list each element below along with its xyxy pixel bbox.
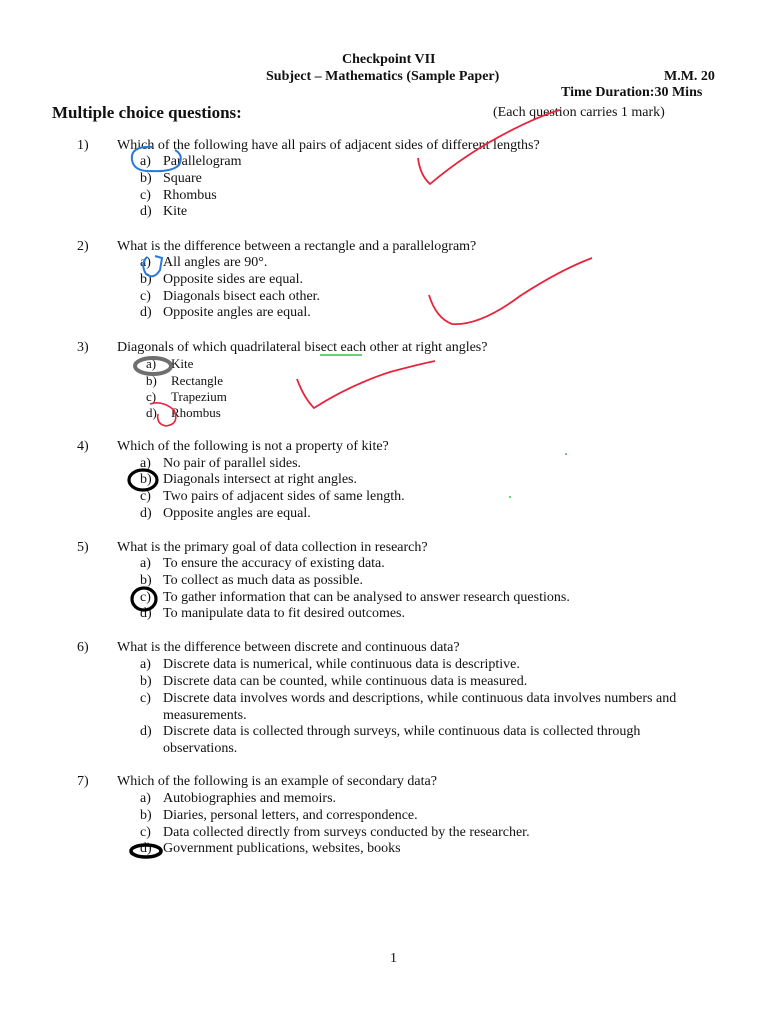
question-text: Which of the following is an example of secondary data?: [117, 774, 437, 789]
question-text: What is the difference between discrete and continuous data?: [117, 640, 460, 655]
option: [140, 606, 405, 622]
question-number: 7): [77, 774, 89, 789]
option-text: Opposite angles are equal.: [163, 506, 311, 521]
option: [140, 489, 405, 505]
option-text: Autobiographies and memoirs.: [163, 791, 337, 806]
option-letter: a): [140, 556, 151, 571]
page-number: 1: [390, 951, 397, 966]
option-text: Diaries, personal letters, and correspondence.: [163, 808, 418, 823]
option-text: To gather information that can be analysed to answer research questions.: [163, 590, 570, 605]
question-number: 3): [77, 340, 89, 355]
option: [146, 373, 223, 389]
option-text: Diagonals bisect each other.: [163, 289, 321, 304]
question-text: Diagonals of which quadrilateral bisect each other at right angles?: [117, 340, 488, 355]
option-text: Square: [163, 171, 202, 186]
time-duration: Time Duration:30 Mins: [561, 85, 703, 100]
option-letter: a): [140, 154, 151, 169]
option-text: Government publications, websites, books: [163, 841, 401, 856]
option-letter: b): [140, 472, 152, 487]
option-letter: d): [140, 606, 152, 621]
option: [140, 825, 530, 841]
paper-subject: Subject – Mathematics (Sample Paper): [266, 69, 500, 84]
option: [140, 724, 685, 757]
option-letter: c): [140, 289, 151, 304]
option-text: Opposite sides are equal.: [163, 272, 303, 287]
question-text: What is the primary goal of data collection in research?: [117, 540, 428, 555]
option-letter: c): [140, 691, 151, 706]
green-dot-mark: [565, 453, 567, 455]
option-letter: a): [140, 456, 151, 471]
option-letter: d): [140, 506, 152, 521]
paper-title: Checkpoint VII: [342, 52, 436, 67]
question-number: 4): [77, 439, 89, 454]
green-dot-mark: [509, 496, 511, 498]
option-text: To ensure the accuracy of existing data.: [163, 556, 385, 571]
option: [146, 389, 227, 405]
option: [140, 506, 311, 522]
option: [140, 657, 520, 673]
question-number: 1): [77, 138, 89, 153]
option-text: Data collected directly from surveys conducted by the researcher.: [163, 825, 530, 840]
option-text: Diagonals intersect at right angles.: [163, 472, 357, 487]
option-letter: b): [140, 171, 152, 186]
option-text: Discrete data involves words and descriptions, while continuous data involves numbers and measurements.: [163, 691, 677, 723]
option-letter: d): [140, 305, 152, 320]
option: [140, 255, 267, 271]
option: [140, 691, 680, 724]
option-text: Parallelogram: [163, 154, 242, 169]
option-text: All angles are 90°.: [163, 255, 268, 270]
question-number: 2): [77, 239, 89, 254]
option-text: Opposite angles are equal.: [163, 305, 311, 320]
option-letter: b): [140, 573, 152, 588]
option: [140, 305, 311, 321]
option: [140, 674, 527, 690]
section-title: Multiple choice questions:: [52, 103, 242, 122]
red-tick-mark: [429, 258, 592, 324]
option: [140, 556, 385, 572]
option: [140, 808, 418, 824]
section-note: (Each question carries 1 mark): [493, 105, 665, 120]
option-letter: a): [140, 791, 151, 806]
option: [140, 204, 187, 220]
option: [140, 171, 202, 187]
option-text: Trapezium: [171, 389, 227, 404]
option-letter: c): [140, 825, 151, 840]
option: [140, 791, 336, 807]
option-text: Discrete data is numerical, while continuous data is descriptive.: [163, 657, 520, 672]
option-letter: b): [140, 272, 152, 287]
option-letter: c): [146, 389, 157, 404]
option-letter: c): [140, 188, 151, 203]
option: [140, 289, 320, 305]
max-marks: M.M. 20: [664, 69, 715, 84]
option: [140, 188, 217, 204]
option-text: Rhombus: [171, 405, 221, 420]
option-letter: b): [140, 808, 152, 823]
option: [140, 841, 401, 857]
option-text: Discrete data can be counted, while continuous data is measured.: [163, 674, 528, 689]
option: [140, 272, 303, 288]
option: [140, 590, 570, 606]
question-number: 6): [77, 640, 89, 655]
question-text: What is the difference between a rectangle and a parallelogram?: [117, 239, 477, 254]
option: [140, 456, 301, 472]
option-text: To collect as much data as possible.: [163, 573, 364, 588]
option-letter: d): [140, 724, 152, 739]
option-text: No pair of parallel sides.: [163, 456, 302, 471]
option-letter: c): [140, 590, 151, 605]
option-text: Kite: [171, 356, 194, 371]
option-text: To manipulate data to fit desired outcomes.: [163, 606, 406, 621]
option-letter: c): [140, 489, 151, 504]
option: [146, 356, 193, 372]
option-letter: b): [146, 373, 157, 388]
option: [146, 405, 221, 421]
option-text: Discrete data is collected through surveys, while continuous data is collected through observations.: [163, 724, 641, 756]
option-text: Kite: [163, 204, 188, 219]
red-tick-mark: [297, 361, 435, 408]
option-text: Rhombus: [163, 188, 217, 203]
option-letter: d): [146, 405, 157, 420]
option-letter: d): [140, 204, 152, 219]
option: [140, 154, 242, 170]
option-text: Rectangle: [171, 373, 223, 388]
question-text: Which of the following have all pairs of adjacent sides of different lengths?: [117, 138, 540, 153]
option: [140, 573, 363, 589]
option-letter: a): [140, 255, 151, 270]
question-text: Which of the following is not a property of kite?: [117, 439, 389, 454]
question-number: 5): [77, 540, 89, 555]
option-letter: a): [140, 657, 151, 672]
option-letter: b): [140, 674, 152, 689]
option-letter: a): [146, 356, 157, 371]
option: [140, 472, 357, 488]
option-letter: d): [140, 841, 152, 856]
option-text: Two pairs of adjacent sides of same length.: [163, 489, 405, 504]
